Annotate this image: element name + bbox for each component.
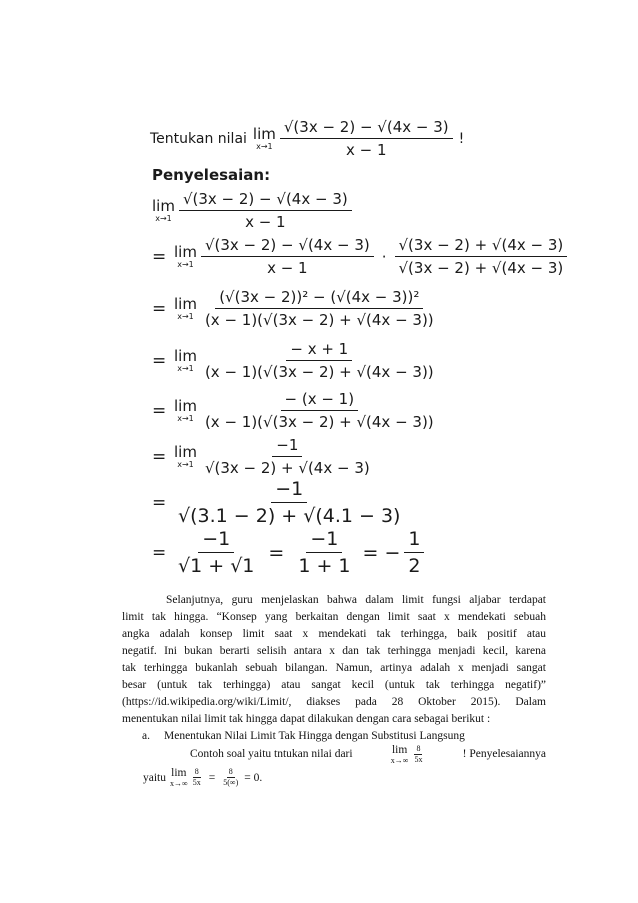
step-lim: lim x→1: [174, 242, 197, 269]
step-fraction-2: $\frac{-1}{1 + 1}$: [298, 528, 351, 577]
step-fraction: $\frac{-1}{√1 + √1}$: [178, 528, 255, 577]
solution-heading: Penyelesaian:: [152, 166, 271, 184]
answer-line: yaitu lim x→∞ $\frac{8}{5x}$ = $\frac{8}{5(\infty)}$ = 0.: [143, 767, 263, 788]
step-fraction: $\frac{-1}{√(3.1 - 2) + √(4.1 - 3)}$: [178, 478, 401, 527]
paragraph-line: besar (untuk tak terhingga) atau sangat kecil (untuk tak terhingga negatif)”: [122, 679, 546, 691]
step-0: [152, 190, 352, 231]
problem-suffix: !: [458, 130, 465, 147]
step-fraction: $\frac{\text{(√(3x − 2))² − (√(4x − 3))²}}{(x - 1)(√(3x - 2) + √(4x - 3))}$: [204, 288, 434, 329]
paragraph-line: angka adalah konsep limit saat x mendekati tak terhingga, baik positif atau: [122, 628, 546, 640]
step-fraction: $\frac{- (x - 1)}{(x - 1)(√(3x - 2) + √(4x - 3))}$: [204, 390, 434, 431]
step-fraction: $\frac{√(3x - 2) - √(4x - 3)}{x - 1}$: [201, 236, 374, 277]
step-2: = lim x→1 $\frac{\text{(√(3x − 2))² − (√(4x − 3))²}}{(x - 1)(√(3x - 2) + √(4x - 3))}$: [152, 288, 438, 329]
step-lim: lim x→1: [174, 294, 197, 321]
step-7: = $\frac{-1}{√1 + √1}$ = $\frac{-1}{1 + 1}$ = − $\frac{1}{2}$: [152, 528, 424, 577]
list-item-text: Menentukan Nilai Limit Tak Hingga dengan Substitusi Langsung: [164, 730, 465, 742]
step-4: = lim x→1 $\frac{- (x - 1)}{(x - 1)(√(3x - 2) + √(4x - 3))}$: [152, 390, 438, 431]
problem-numerator: √(3x − 2) − √(4x − 3): [280, 118, 453, 139]
paragraph-line: limit tak hingga. “Konsep yang berkaitan dengan limit saat x mendekati sebuah: [122, 611, 546, 623]
paragraph-line: Selanjutnya, guru menjelaskan bahwa dalam limit fungsi aljabar terdapat: [166, 594, 546, 606]
answer-fraction-2: $\frac{8}{5(\infty)}$: [223, 767, 239, 788]
problem-prefix: Tentukan nilai: [150, 130, 247, 147]
step-fraction: $\frac{√(3x - 2) - √(4x - 3)}{x - 1}$: [179, 190, 352, 231]
step-lim: lim x→1: [174, 396, 197, 423]
paragraph-line: menentukan nilai limit tak hingga dapat dilakukan dengan cara sebagai berikut :: [122, 713, 491, 725]
step-3: = lim x→1 $\frac{- x + 1}{(x - 1)(√(3x - 2) + √(4x - 3))}$: [152, 340, 438, 381]
step-fraction: $\frac{-1}{√(3x - 2) + √(4x - 3)}$: [204, 436, 370, 477]
answer-fraction-1: $\frac{8}{5x}$: [192, 767, 201, 788]
example-line: [190, 745, 546, 765]
step-lim: lim x→1: [174, 346, 197, 373]
problem-statement: [150, 118, 464, 159]
step-lim: lim x→1: [174, 442, 197, 469]
step-fraction: $\frac{- x + 1}{(x - 1)(√(3x - 2) + √(4x - 3))}$: [204, 340, 434, 381]
paragraph-line: tak terhingga bukanlah sebuah bilangan. Namun, artinya adalah x menjadi sangat: [122, 662, 546, 674]
step-1: = lim x→1 $\frac{√(3x - 2) - √(4x - 3)}{x - 1}$ · $\frac{√(3x - 2) + √(4x - 3)}{√(3x - 2) + √(4x - 3)}$: [152, 236, 567, 277]
step-6: = $\frac{-1}{√(3.1 - 2) + √(4.1 - 3)}$: [152, 478, 404, 527]
example-fraction: 8 5x: [414, 744, 423, 765]
problem-fraction: [280, 118, 453, 159]
example-lim: lim x→∞: [390, 744, 409, 765]
step-fraction-3: $\frac{1}{2}$: [404, 528, 424, 577]
step-conjugate-fraction: $\frac{√(3x - 2) + √(4x - 3)}{√(3x - 2) + √(4x - 3)}$: [395, 236, 568, 277]
step-lim: lim x→1: [152, 196, 175, 223]
paragraph-line: (https://id.wikipedia.org/wiki/Limit/, diakses pada 28 Oktober 2015). Dalam: [122, 696, 546, 708]
problem-denominator: x − 1: [345, 141, 387, 159]
step-5: = lim x→1 $\frac{-1}{√(3x - 2) + √(4x - 3)}$: [152, 436, 374, 477]
problem-lim: lim x→1: [252, 124, 276, 151]
answer-lim: lim x→∞: [170, 767, 188, 788]
list-marker: a.: [142, 730, 150, 742]
example-text-after: ! Penyelesaiannya: [462, 748, 546, 761]
example-text-before: Contoh soal yaitu tntukan nilai dari: [190, 748, 353, 761]
list-item: [142, 728, 465, 745]
paragraph-line: negatif. Ini bukan berarti selisih antara x dan tak terhingga menjadi kecil, karena: [122, 645, 546, 657]
